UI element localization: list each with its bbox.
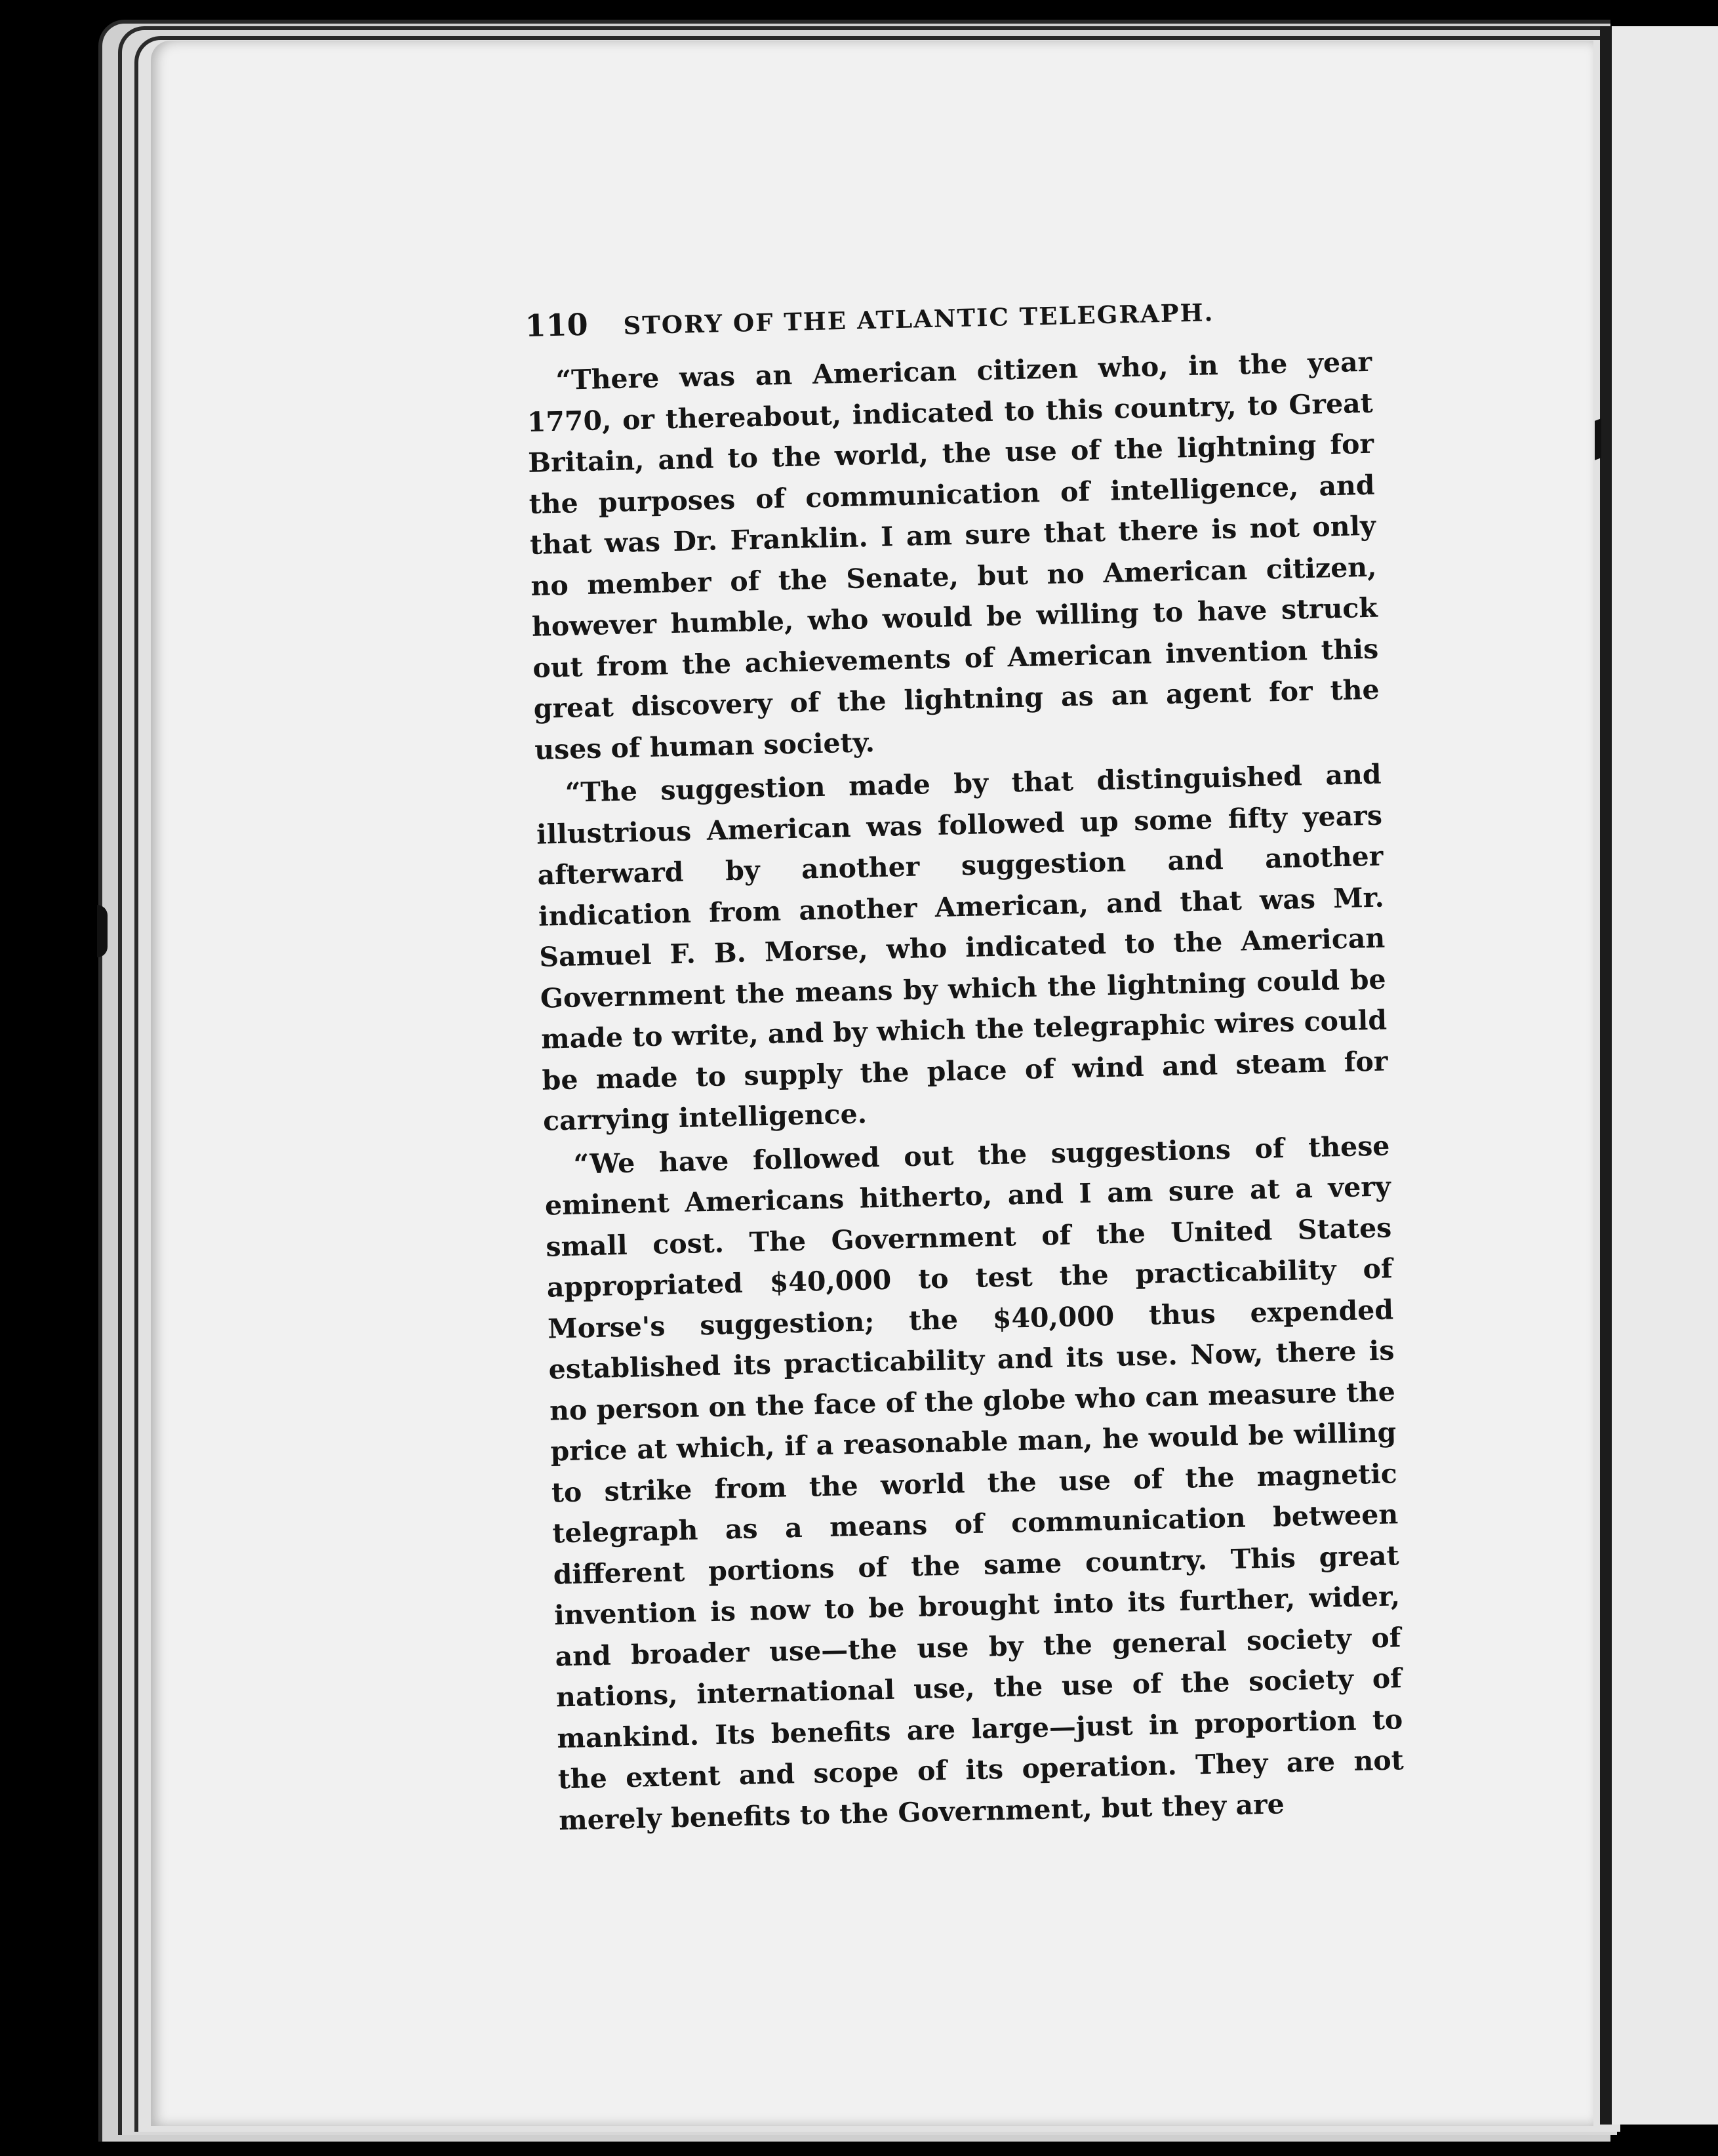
page-text xyxy=(525,289,1405,1844)
binding-mark xyxy=(1595,418,1601,460)
paragraph: “The suggestion made by that distinguished and illustrious American was followed up some fifty years afterward by another suggestion and another indication from another American, and that was Mr. Samuel F. B. Morse, who indicated to the American Government the means by which the lightning could be made to write, and by which the telegraphic wires could be made to supply the place of wind and steam for carrying intelligence. xyxy=(536,758,1388,1137)
running-title: STORY OF THE ATLANTIC TELEGRAPH. xyxy=(623,298,1214,340)
paragraph: “There was an American citizen who, in the year 1770, or thereabout, indicated to this country, to Great Britain, and to the world, the use of the lightning for the purposes of communication of intelligence, and that was Dr. Franklin. I am sure that there is not only no member of the Senate, but no American citizen, however humble, who would be willing to have struck out from the achievements of American invention this great discovery of the lightning as an agent for the uses of human society. xyxy=(527,346,1380,766)
facing-page-edge xyxy=(1600,26,1718,2125)
binding-mark xyxy=(97,905,108,957)
paragraph: “We have followed out the suggestions of these eminent Americans hitherto, and I am sure at a very small cost. The Government of the United States appropriated $40,000 to test the practicability of Morse's suggestion; the $40,000 thus expended established its practicability and its use. Now, there is no person on the face of the globe who can measure the price at which, if a reasonable man, he would be willing to strike from the world the use of the magnetic telegraph as a means of communication between different portions of the same country. This great invention is now to be brought into its further, wider, and broader use—the use by the general society of nations, international use, the use of the society of mankind. Its benefits are large—just in proportion to the extent and scope of its operation. They are not merely benefits to the Government, but they are xyxy=(544,1129,1405,1836)
page-number: 110 xyxy=(525,306,589,344)
